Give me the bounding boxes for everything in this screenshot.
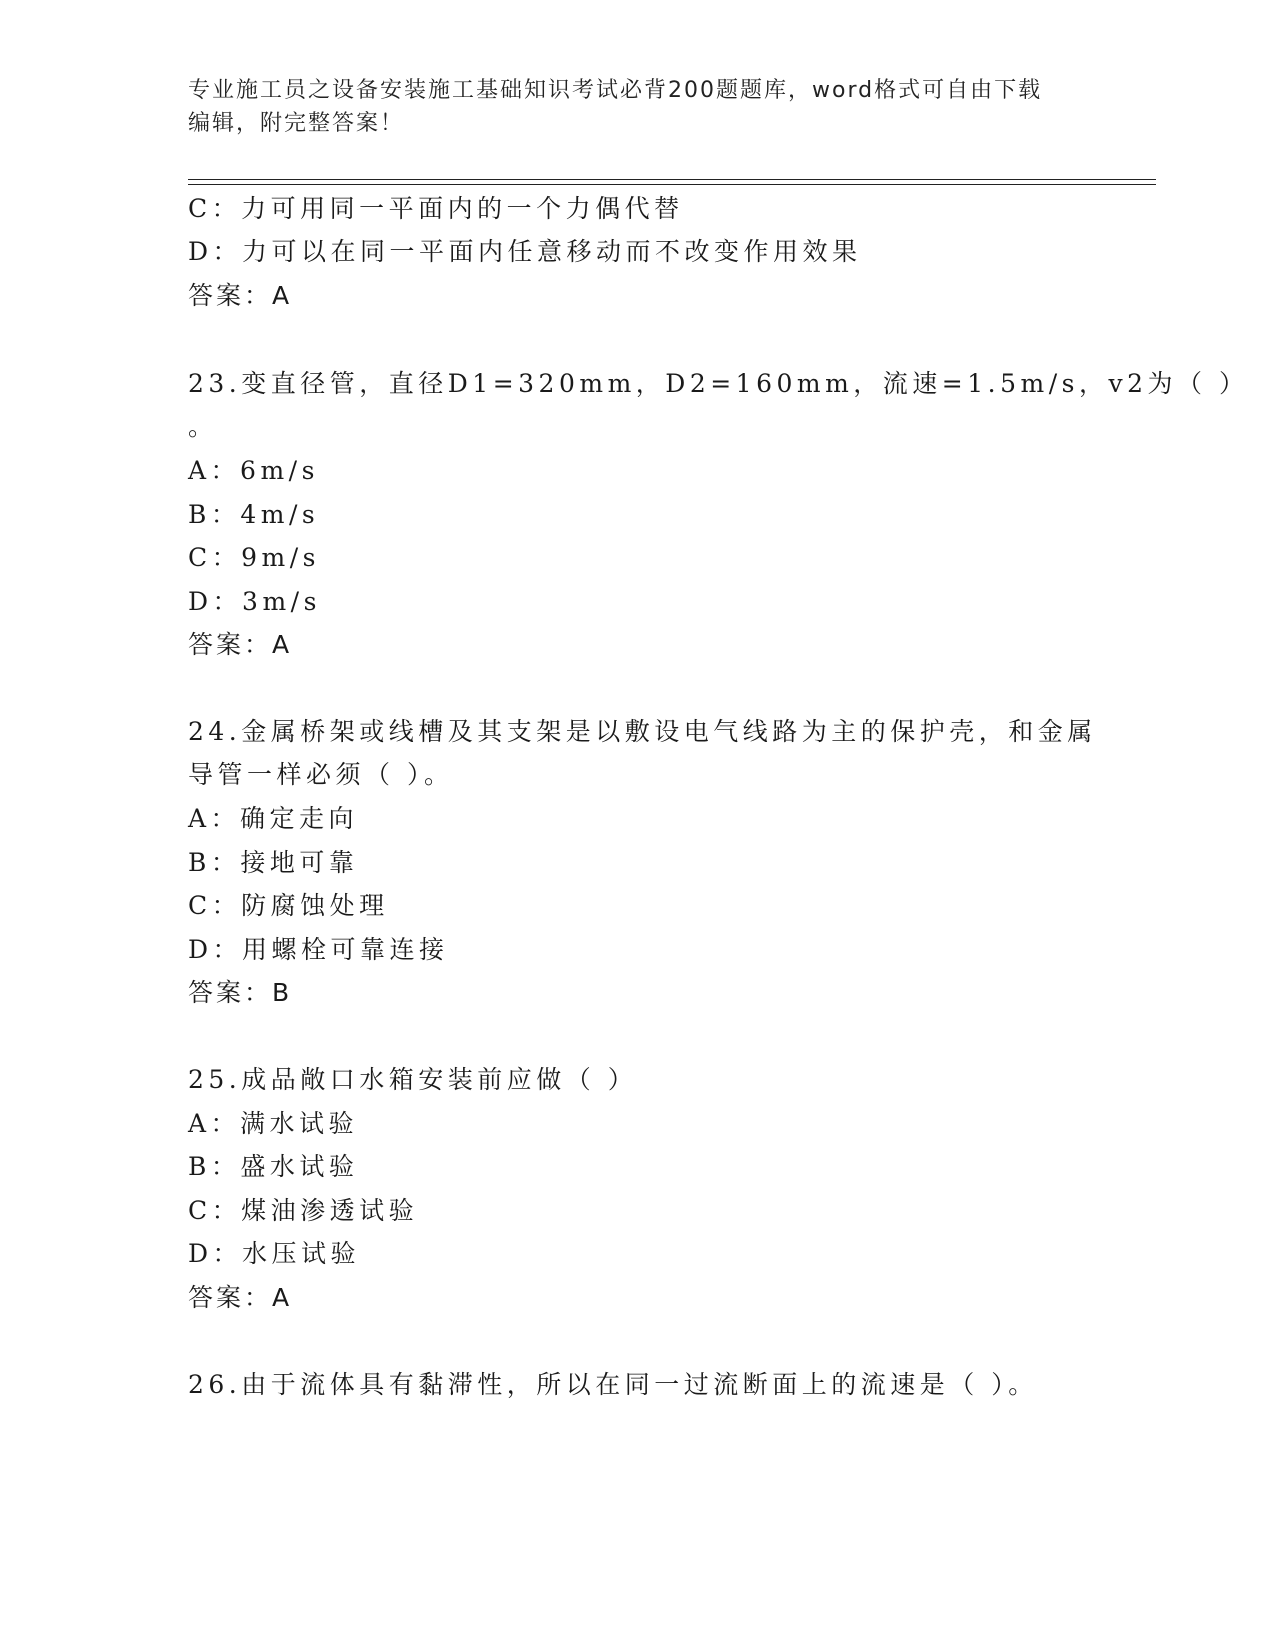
q22-option-c: C：力可用同一平面内的一个力偶代替 [188, 194, 684, 223]
q24-answer: 答案：B [188, 978, 293, 1007]
q25-answer: 答案：A [188, 1283, 293, 1312]
q25-option-c: C：煤油渗透试验 [188, 1196, 419, 1225]
header-title-line-2: 编辑，附完整答案！ [188, 111, 405, 136]
q23-stem-line-1: 23.变直径管，直径D1=320mm，D2=160mm，流速=1.5m/s，v2为（ ） [188, 369, 1249, 398]
q24-option-b: B：接地可靠 [188, 848, 359, 877]
q23-option-a: A：6m/s [188, 456, 319, 485]
q25-stem: 25.成品敞口水箱安装前应做（ ） [188, 1065, 638, 1094]
q26-stem: 26.由于流体具有黏滞性，所以在同一过流断面上的流速是（ ）。 [188, 1370, 1038, 1399]
q24-stem-line-2: 导管一样必须（ ）。 [188, 760, 454, 789]
q23-answer: 答案：A [188, 630, 293, 659]
q24-stem-line-1: 24.金属桥架或线槽及其支架是以敷设电气线路为主的保护壳，和金属 [188, 717, 1097, 746]
q23-option-c: C：9m/s [188, 543, 320, 572]
document-header [188, 74, 1088, 140]
header-divider-top [188, 179, 1156, 180]
q24-option-c: C：防腐蚀处理 [188, 891, 389, 920]
q22-answer: 答案：A [188, 281, 293, 310]
q24-option-a: A：确定走向 [188, 804, 359, 833]
q23-option-d: D：3m/s [188, 587, 321, 616]
q25-option-a: A：满水试验 [188, 1109, 359, 1138]
q25-option-b: B：盛水试验 [188, 1152, 359, 1181]
q24-option-d: D：用螺栓可靠连接 [188, 935, 449, 964]
q23-option-b: B：4m/s [188, 500, 320, 529]
q23-stem-line-2: 。 [188, 412, 218, 441]
q25-option-d: D：水压试验 [188, 1239, 361, 1268]
q22-option-d: D：力可以在同一平面内任意移动而不改变作用效果 [188, 237, 862, 266]
header-divider-bottom [188, 184, 1156, 185]
header-title-line-1: 专业施工员之设备安装施工基础知识考试必背200题题库，word格式可自由下载 [188, 78, 1043, 103]
